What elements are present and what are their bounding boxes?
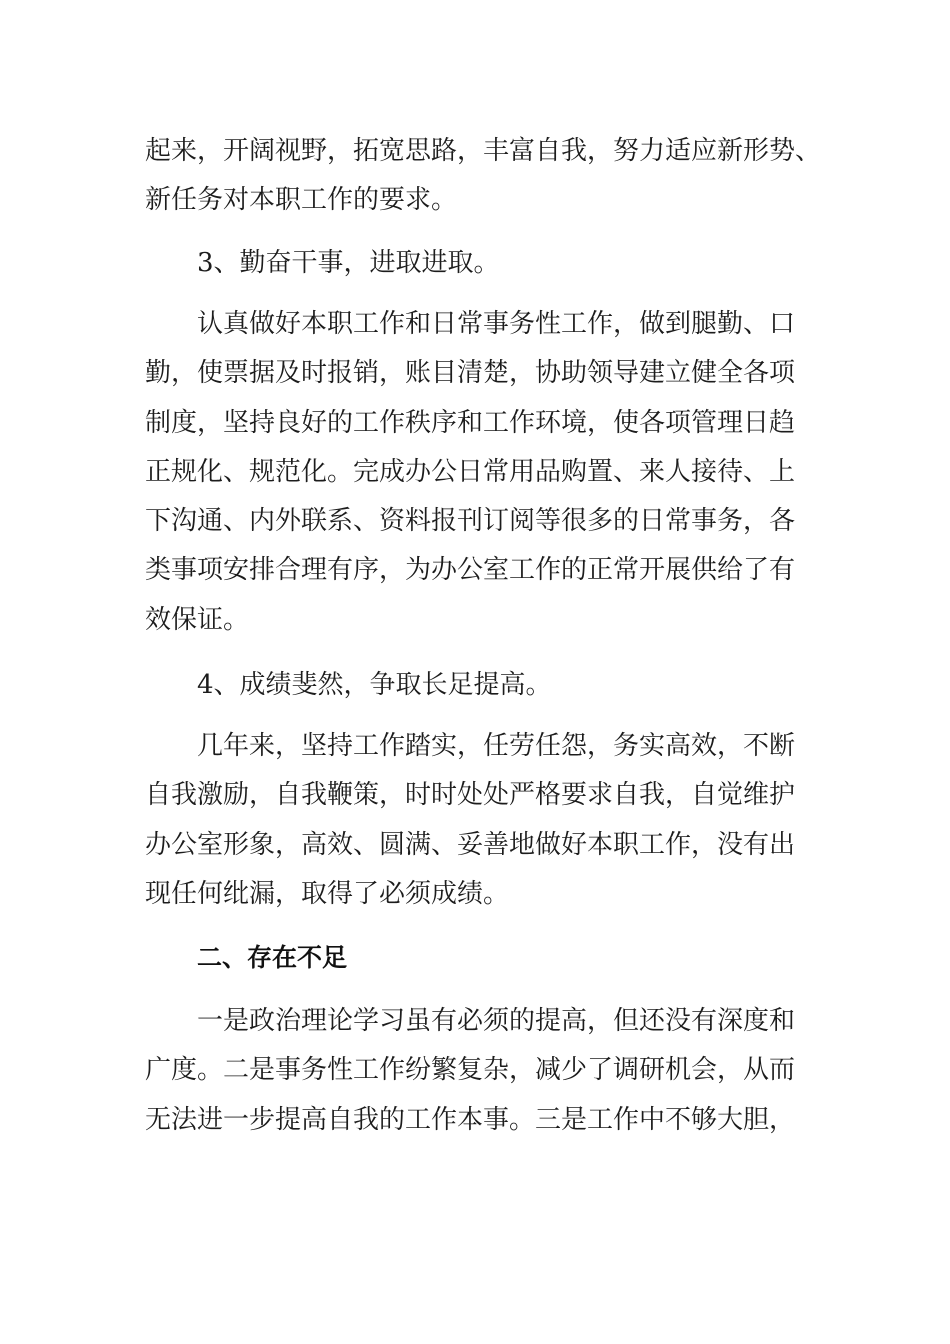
text-line: 几年来，坚持工作踏实，任劳任怨，务实高效，不断 — [197, 731, 796, 761]
text-line: 起来，开阔视野，拓宽思路，丰富自我，努力适应新形势、 — [145, 136, 822, 166]
paragraph-continuation — [145, 127, 825, 226]
text-line: 一是政治理论学习虽有必须的提高，但还没有深度和 — [197, 1006, 796, 1036]
section-heading-text: 二、存在不足 — [197, 943, 348, 972]
text-line: 效保证。 — [145, 604, 250, 635]
paragraph-deficiencies — [145, 997, 825, 1145]
text-line: 办公室形象，高效、圆满、妥善地做好本职工作，没有出 — [145, 829, 796, 860]
item-3-title — [145, 239, 825, 288]
text-line: 新任务对本职工作的要求。 — [145, 185, 458, 216]
text-line: 现任何纰漏，取得了必须成绩。 — [145, 878, 510, 909]
paragraph-item-4 — [145, 722, 825, 919]
text-line: 认真做好本职工作和日常事务性工作，做到腿勤、口 — [197, 309, 796, 339]
text-line: 下沟通、内外联系、资料报刊订阅等很多的日常事务，各 — [145, 506, 796, 537]
section-heading — [145, 933, 825, 982]
text-line: 自我激励，自我鞭策，时时处处严格要求自我，自觉维护 — [145, 780, 796, 811]
item-title-text: 3、勤奋干事，进取进取。 — [197, 248, 500, 278]
text-line: 类事项安排合理有序，为办公室工作的正常开展供给了有 — [145, 555, 796, 586]
text-line: 勤，使票据及时报销，账目清楚，协助领导建立健全各项 — [145, 358, 796, 389]
item-4-title — [145, 661, 825, 710]
text-line: 正规化、规范化。完成办公日常用品购置、来人接待、上 — [145, 456, 796, 487]
item-title-text: 4、成绩斐然，争取长足提高。 — [197, 670, 552, 700]
text-line: 无法进一步提高自我的工作本事。三是工作中不够大胆， — [145, 1104, 796, 1135]
paragraph-item-3 — [145, 300, 825, 645]
text-line: 广度。二是事务性工作纷繁复杂，减少了调研机会，从而 — [145, 1055, 796, 1086]
text-line: 制度，坚持良好的工作秩序和工作环境，使各项管理日趋 — [145, 407, 796, 438]
